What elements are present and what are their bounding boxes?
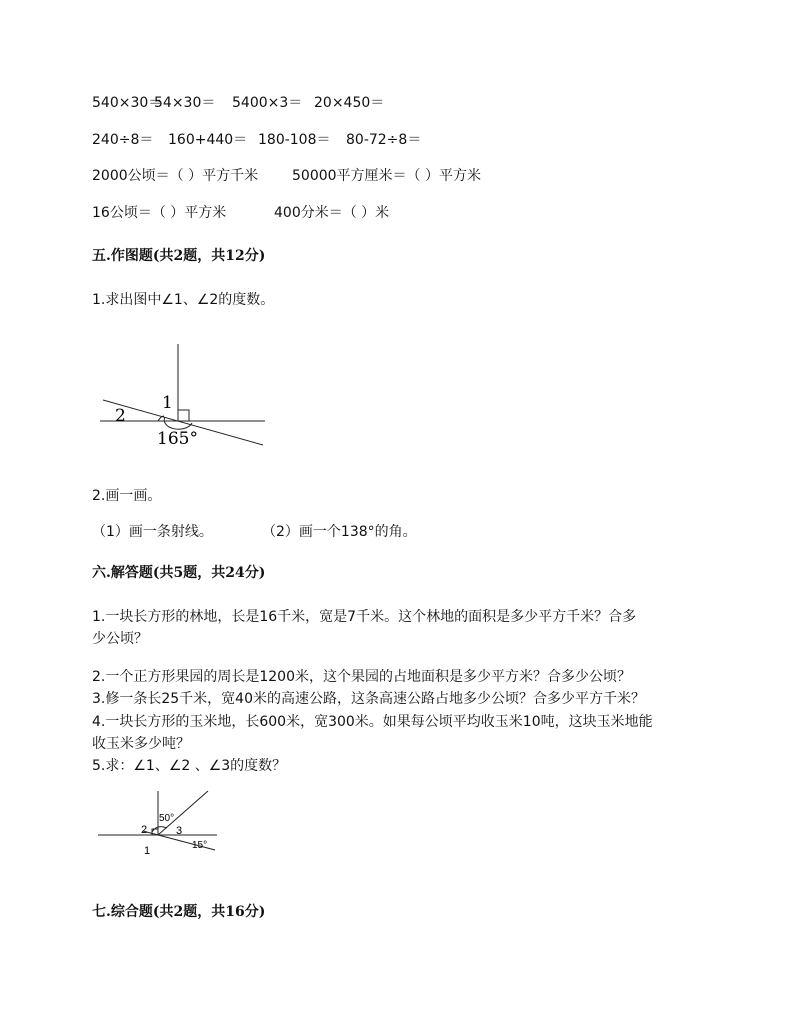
sub-question-1: （1）画一条射线。 [92, 524, 213, 540]
calc-row-2 [92, 130, 421, 150]
calc-item: 160+440＝ [168, 132, 248, 148]
calc-item: 50000平方厘米＝（ ）平方米 [292, 168, 481, 184]
question-6-1-line2: 少公顷？ [92, 631, 148, 647]
question-6-4-line2: 收玉米多少吨？ [92, 736, 190, 752]
calc-item: 240÷8＝ [92, 132, 154, 148]
calc-item: 540×30＝ [92, 95, 163, 111]
calc-item: 54×30＝ [154, 95, 216, 111]
question-5-2: 2.画一画。 [92, 488, 162, 504]
question-5-2-subs [92, 522, 417, 542]
question-6-4-line1: 4.一块长方形的玉米地，长600米，宽300米。如果每公顷平均收玉米10吨，这块玉米地能 [92, 714, 653, 730]
fig1-label-1: 1 [162, 393, 173, 413]
calc-row-1 [92, 93, 384, 113]
calc-item: 2000公顷＝（ ）平方千米 [92, 168, 259, 184]
angle-figure-1 [95, 340, 270, 452]
angle-figure-2 [95, 788, 225, 860]
question-6-3: 3.修一条长25千米，宽40米的高速公路，这条高速公路占地多少公顷？合多少平方千米？ [92, 691, 645, 707]
sub-question-2: （2）画一个138°的角。 [262, 524, 417, 540]
calc-item: 5400×3＝ [232, 95, 303, 111]
question-5-1: 1.求出图中∠1、∠2的度数。 [92, 292, 275, 308]
calc-item: 400分米＝（ ）米 [274, 205, 390, 221]
calc-item: 180-108＝ [258, 132, 331, 148]
question-6-5: 5.求：∠1、∠2 、∠3的度数？ [92, 758, 287, 774]
question-6-1-line1: 1.一块长方形的林地，长是16千米，宽是7千米。这个林地的面积是多少平方千米？合多 [92, 609, 637, 625]
fig2-label-15: 15° [192, 840, 208, 851]
calc-row-3 [92, 166, 481, 186]
calc-item: 16公顷＝（ ）平方米 [92, 205, 227, 221]
section-5-title: 五.作图题(共2题，共12分) [92, 248, 266, 264]
calc-row-4 [92, 203, 389, 223]
fig1-label-2: 2 [115, 406, 126, 426]
fig2-label-50: 50° [159, 813, 175, 824]
fig2-label-3: 3 [176, 825, 183, 837]
calc-item: 80-72÷8＝ [346, 132, 422, 148]
question-6-2: 2.一个正方形果园的周长是1200米，这个果园的占地面积是多少平方米？合多少公顷？ [92, 669, 631, 685]
fig2-label-1: 1 [144, 845, 151, 857]
fig1-right-angle-mark [178, 410, 189, 421]
section-7-title: 七.综合题(共2题，共16分) [92, 904, 266, 920]
calc-item: 20×450＝ [314, 95, 385, 111]
fig1-label-165: 165° [157, 429, 198, 449]
fig2-label-2: 2 [141, 824, 148, 836]
section-6-title: 六.解答题(共5题，共24分) [92, 565, 266, 581]
